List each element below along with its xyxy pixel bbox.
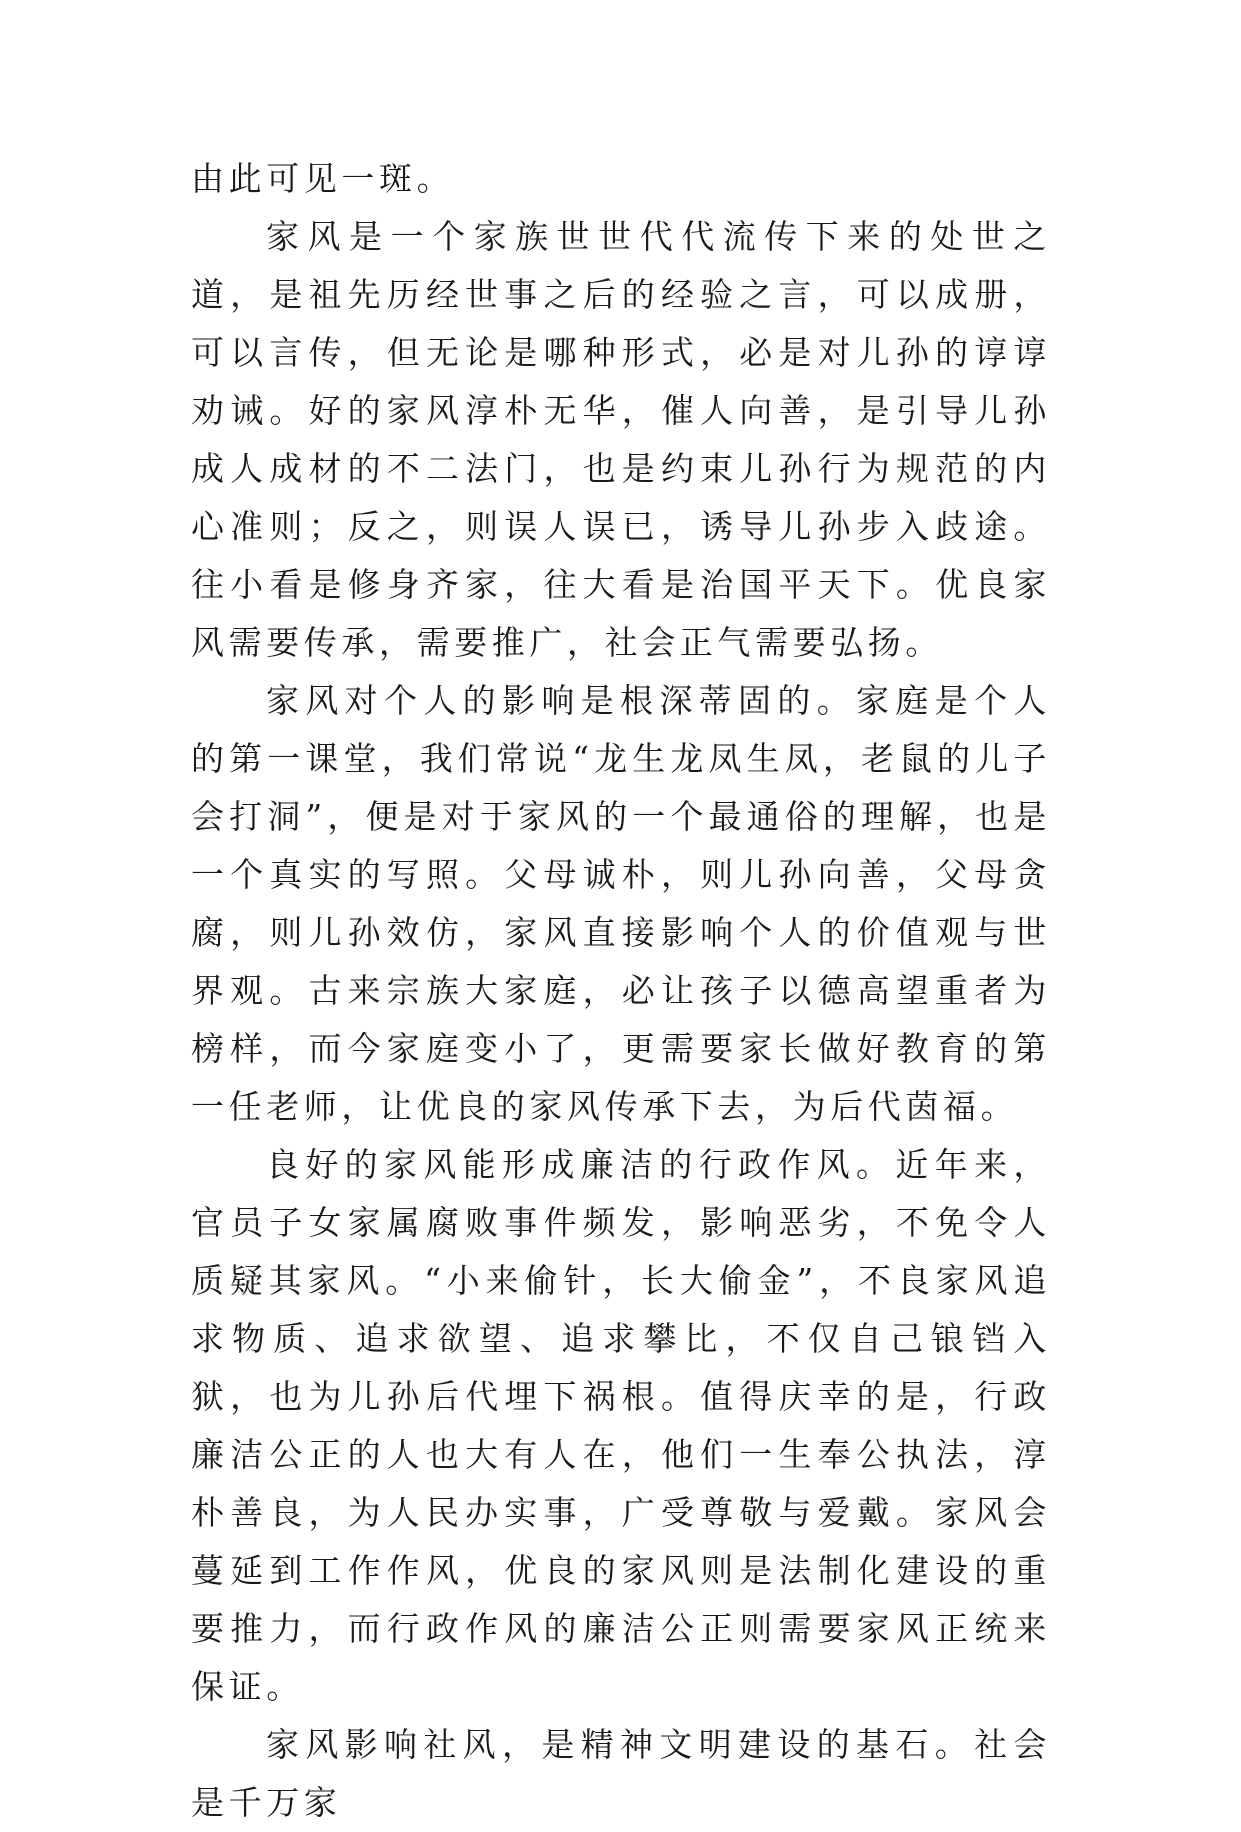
paragraph-continuation: 由此可见一斑。: [191, 159, 455, 198]
paragraph-social-ethos: 家风影响社风，是精神文明建设的基石。社会是千万家: [191, 1725, 1051, 1822]
paragraph-family-tradition: 家风是一个家族世世代代流传下来的处世之道，是祖先历经世事之后的经验之言，可以成册，可以言传，但无论是哪种形式，必是对儿孙的谆谆劝诫。好的家风淳朴无华，催人向善，是引导儿孙成人成材的不二法门，也是约束儿孙行为规范的内心准则；反之，则误人误已，诱导儿孙步入歧途。往小看是修身齐家，往大看是治国平天下。优良家风需要传承，需要推广，社会正气需要弘扬。: [191, 217, 1051, 662]
paragraph-individual-influence: 家风对个人的影响是根深蒂固的。家庭是个人的第一课堂，我们常说“龙生龙凤生凤，老鼠的儿子会打洞”，便是对于家风的一个最通俗的理解，也是一个真实的写照。父母诚朴，则儿孙向善，父母贪腐，则儿孙效仿，家风直接影响个人的价值观与世界观。古来宗族大家庭，必让孩子以德高望重者为榜样，而今家庭变小了，更需要家长做好教育的第一任老师，让优良的家风传承下去，为后代茵福。: [191, 681, 1051, 1126]
document-body: [191, 150, 1051, 1832]
paragraph-clean-governance: 良好的家风能形成廉洁的行政作风。近年来，官员子女家属腐败事件频发，影响恶劣，不免令人质疑其家风。“小来偷针，长大偷金”，不良家风追求物质、追求欲望、追求攀比，不仅自己锒铛入狱，也为儿孙后代埋下祸根。值得庆幸的是，行政廉洁公正的人也大有人在，他们一生奉公执法，淳朴善良，为人民办实事，广受尊敬与爱戴。家风会蔓延到工作作风，优良的家风则是法制化建设的重要推力，而行政作风的廉洁公正则需要家风正统来保证。: [191, 1145, 1051, 1706]
